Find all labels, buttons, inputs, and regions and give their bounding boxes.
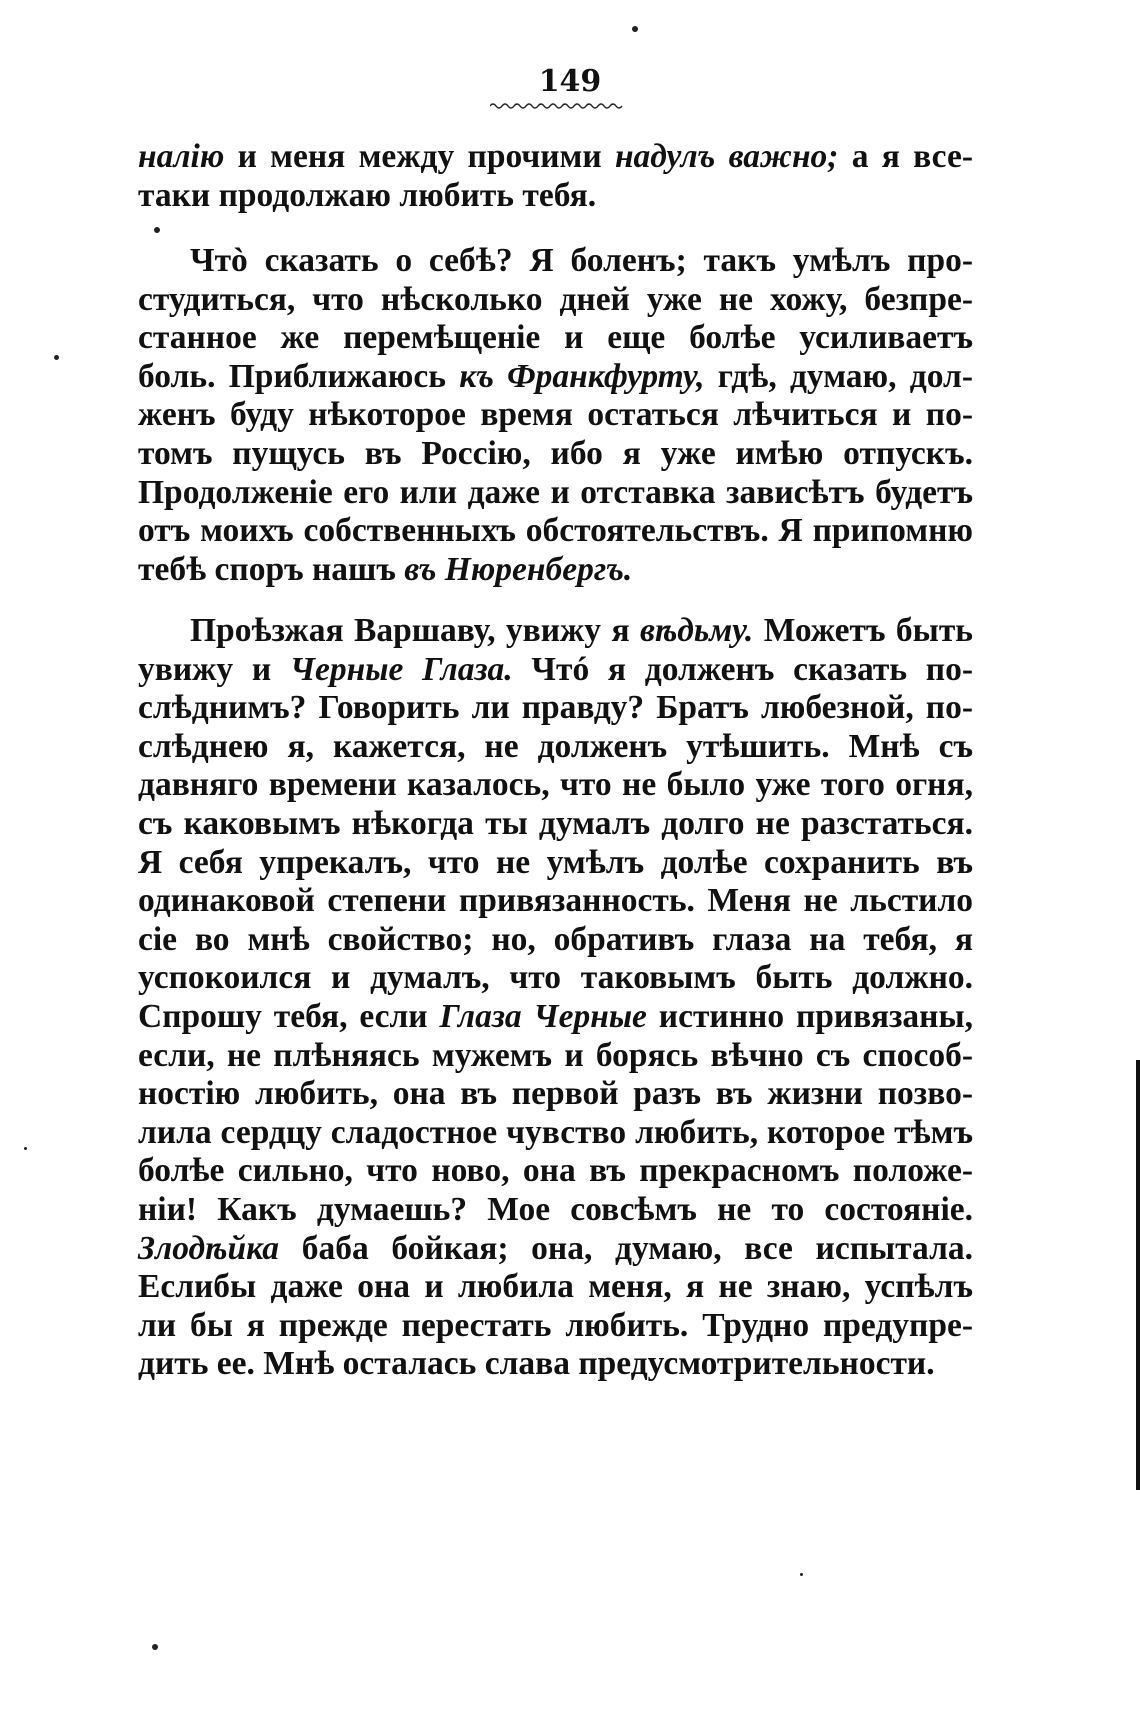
text-line bbox=[138, 998, 973, 1037]
text-segment: Проѣзжая Варшаву, увижу я bbox=[190, 612, 640, 649]
text-segment: Я себя упрекалъ, что не умѣлъ долѣе сохранить въ bbox=[138, 843, 973, 881]
text-line bbox=[138, 177, 973, 216]
text-segment: увижу и bbox=[138, 650, 290, 688]
text-segment: Чтò сказать о себѣ? Я боленъ; такъ умѣлъ про- bbox=[190, 242, 973, 279]
text-segment: слѣднимъ? Говорить ли правду? Братъ любезной, по- bbox=[138, 689, 973, 727]
text-segment: томъ пущусь въ Россію, ибо я уже имѣю отпускъ. bbox=[138, 434, 973, 472]
paragraph-2 bbox=[138, 242, 973, 589]
text-segment: съ каковымъ нѣкогда ты думалъ долго не разстаться. bbox=[138, 804, 973, 842]
scan-edge bbox=[1136, 1060, 1140, 1490]
text-segment: Продолженіе его или даже и отставка зависѣтъ будетъ bbox=[138, 473, 973, 511]
text-segment: таки продолжаю любить тебя. bbox=[138, 176, 597, 214]
text-line bbox=[138, 281, 973, 320]
text-line bbox=[138, 138, 973, 177]
text-segment: женъ буду нѣкоторое время остаться лѣчиться и по- bbox=[138, 396, 973, 434]
text-segment: слѣднею я, кажется, не долженъ утѣшить. Мнѣ съ bbox=[138, 727, 973, 765]
text-segment: сіе во мнѣ свойство; но, обративъ глаза на тебя, я bbox=[138, 920, 973, 958]
text-line bbox=[138, 689, 973, 728]
text-segment: ностію любить, она въ первой разъ въ жизни позво- bbox=[138, 1075, 973, 1113]
text-line bbox=[138, 959, 973, 998]
text-line bbox=[138, 882, 973, 921]
text-line bbox=[138, 805, 973, 844]
page-number: 149 bbox=[538, 64, 602, 99]
text-segment: Спрошу тебя, если bbox=[138, 997, 440, 1035]
text-segment: гдѣ, думаю, дол- bbox=[704, 357, 973, 395]
text-segment: успокоился и думалъ, что таковымъ быть должно. bbox=[138, 959, 973, 997]
text-segment: станное же перемѣщеніе и еще болѣе усиливаетъ bbox=[138, 319, 973, 357]
text-segment: лила сердцу сладостное чувство любить, которое тѣмъ bbox=[138, 1113, 973, 1151]
text-line bbox=[138, 1191, 973, 1230]
italic-text-segment: въ Нюренбергъ. bbox=[404, 550, 633, 588]
italic-text-segment: къ Франкфурту, bbox=[459, 357, 705, 395]
text-line bbox=[138, 844, 973, 883]
text-line bbox=[138, 1037, 973, 1076]
scan-speck bbox=[152, 1644, 158, 1650]
text-segment: тебѣ споръ нашъ bbox=[138, 550, 405, 588]
text-segment: истинно привязаны, bbox=[646, 997, 973, 1035]
text-line bbox=[138, 1152, 973, 1191]
text-line bbox=[138, 474, 973, 513]
italic-text-segment: надулъ важно; bbox=[614, 138, 839, 175]
text-segment: боль. Приближаюсь bbox=[138, 357, 460, 395]
text-segment: давняго времени казалось, что не было уже того огня, bbox=[138, 766, 973, 804]
scan-speck bbox=[54, 355, 59, 360]
text-segment: баба бойкая; она, думаю, все испытала. bbox=[279, 1229, 973, 1267]
text-line bbox=[138, 1345, 973, 1384]
text-segment: Чтó я долженъ сказать по- bbox=[512, 650, 973, 688]
italic-text-segment: вѣдьму. bbox=[639, 612, 754, 649]
text-segment: болѣе сильно, что ново, она въ прекрасномъ положе- bbox=[138, 1152, 973, 1190]
text-segment: отъ моихъ собственныхъ обстоятельствъ. Я припомню bbox=[138, 512, 973, 550]
paragraph-3 bbox=[138, 612, 973, 1384]
text-line bbox=[138, 396, 973, 435]
text-line bbox=[138, 651, 973, 690]
scan-speck bbox=[800, 1573, 803, 1576]
text-segment: Еслибы даже она и любила меня, я не знаю, успѣлъ bbox=[138, 1268, 973, 1306]
text-segment: ніи! Какъ думаешь? Мое совсѣмъ не то состояніе. bbox=[138, 1190, 973, 1228]
text-segment: одинаковой степени привязанность. Меня не льстило bbox=[138, 882, 973, 920]
text-line bbox=[138, 1114, 973, 1153]
text-line bbox=[138, 612, 973, 651]
scan-speck bbox=[632, 26, 638, 32]
text-line bbox=[138, 1268, 973, 1307]
text-line bbox=[138, 435, 973, 474]
text-line bbox=[138, 319, 973, 358]
scan-speck bbox=[24, 1147, 27, 1150]
text-line bbox=[138, 766, 973, 805]
text-line bbox=[138, 358, 973, 397]
text-segment: студиться, что нѣсколько дней уже не хожу, безпре- bbox=[138, 280, 973, 318]
text-line bbox=[138, 512, 973, 551]
text-segment: если, не плѣняясь мужемъ и борясь вѣчно съ способ- bbox=[138, 1036, 973, 1074]
italic-text-segment: Черные Глаза. bbox=[289, 650, 513, 688]
text-line bbox=[138, 1075, 973, 1114]
text-line bbox=[138, 551, 973, 590]
italic-text-segment: налію bbox=[138, 138, 225, 175]
italic-text-segment: Глаза Черные bbox=[439, 997, 647, 1035]
text-segment: а я все- bbox=[838, 138, 973, 175]
italic-text-segment: Злодѣйка bbox=[138, 1229, 280, 1267]
text-line bbox=[138, 728, 973, 767]
text-segment: Можетъ быть bbox=[753, 612, 973, 649]
text-segment: и меня между прочими bbox=[224, 138, 615, 175]
page-number-ornament bbox=[490, 101, 625, 111]
text-segment: ли бы я прежде перестать любить. Трудно предупре- bbox=[138, 1306, 973, 1344]
scan-speck bbox=[154, 227, 160, 233]
text-line bbox=[138, 921, 973, 960]
text-segment: дить ее. Мнѣ осталась слава предусмотрительности. bbox=[138, 1345, 935, 1383]
text-line bbox=[138, 242, 973, 281]
text-line bbox=[138, 1307, 973, 1346]
paragraph-1 bbox=[138, 138, 973, 215]
text-line bbox=[138, 1230, 973, 1269]
